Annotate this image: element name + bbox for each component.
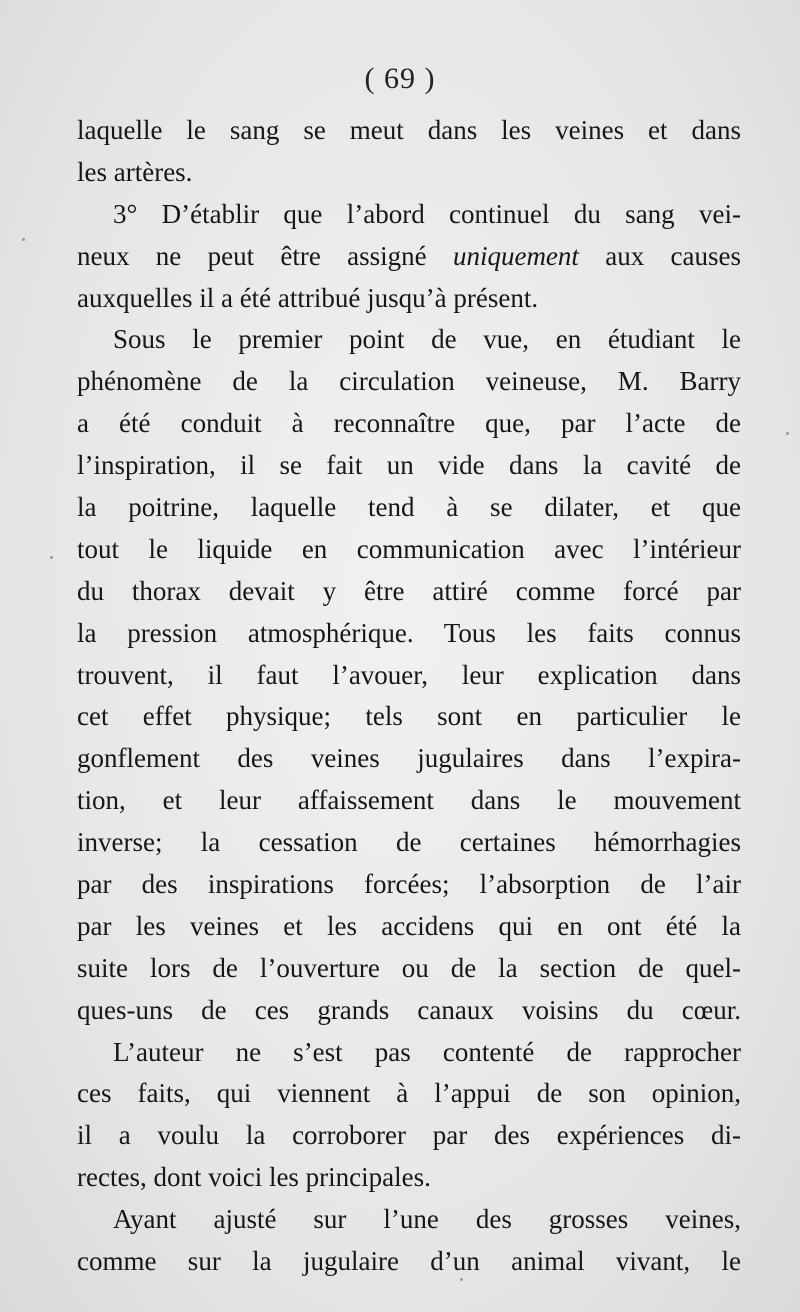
text-line: Sous le premier point de vue, en étudiant le (113, 324, 741, 355)
text-line: l’inspiration, il se fait un vide dans la cavité de (77, 450, 741, 481)
text-line: tion, et leur affaissement dans le mouvement (77, 785, 741, 816)
text-line: inverse; la cessation de certaines hémorrhagies (77, 827, 741, 858)
paper-speck (50, 556, 53, 559)
text-line: L’auteur ne s’est pas contenté de rapprocher (113, 1036, 741, 1067)
paragraph (77, 194, 741, 320)
text-line: laquelle le sang se meut dans les veines et dans (77, 115, 741, 145)
text-line: la pression atmosphérique. Tous les faits connus (77, 617, 741, 648)
text-line: du thorax devait y être attiré comme forcé par (77, 575, 741, 606)
text-line: ces faits, qui viennent à l’appui de son opinion, (77, 1078, 741, 1109)
text-line: rectes, dont voici les principales. (77, 1162, 431, 1193)
text-line (77, 236, 741, 278)
text-line: la poitrine, laquelle tend à se dilater, et que (77, 492, 741, 523)
page-body (77, 110, 741, 1283)
text-segment: neux ne peut être assigné (77, 240, 453, 271)
text-line: auxquelles il a été attribué jusqu’à présent. (77, 282, 539, 313)
text-line: il a voulu la corroborer par des expériences di- (77, 1120, 741, 1151)
paragraph (77, 1199, 741, 1283)
text-line: trouvent, il faut l’avouer, leur explication dans (77, 659, 741, 690)
text-line: tout le liquide en communication avec l’intérieur (77, 533, 741, 564)
text-line: a été conduit à reconnaître que, par l’acte de (77, 408, 741, 439)
text-line: 3° D’établir que l’abord continuel du sang vei- (113, 198, 741, 229)
text-line: comme sur la jugulaire d’un animal vivant, le (77, 1246, 741, 1277)
paragraph (77, 110, 741, 194)
text-line: cet effet physique; tels sont en particulier le (77, 701, 741, 732)
paragraph (77, 319, 741, 1031)
page-number: ( 69 ) (364, 62, 436, 95)
paper-speck (460, 1278, 463, 1281)
text-line: suite lors de l’ouverture ou de la section de quel- (77, 952, 741, 983)
text-line: Ayant ajusté sur l’une des grosses veines, (113, 1204, 741, 1235)
text-line: par des inspirations forcées; l’absorption de l’air (77, 869, 741, 900)
text-line: ques-uns de ces grands canaux voisins du cœur. (77, 994, 741, 1025)
paragraph (77, 1032, 741, 1200)
text-line: phénomène de la circulation veineuse, M. Barry (77, 366, 741, 397)
text-line: gonflement des veines jugulaires dans l’expira- (77, 743, 741, 774)
paper-speck (22, 238, 25, 241)
text-segment: aux causes (578, 240, 742, 271)
text-line: les artères. (77, 156, 193, 187)
text-line: par les veines et les accidens qui en ont été la (77, 910, 741, 941)
italic-word: uniquement (452, 240, 579, 271)
paper-speck (786, 432, 789, 435)
